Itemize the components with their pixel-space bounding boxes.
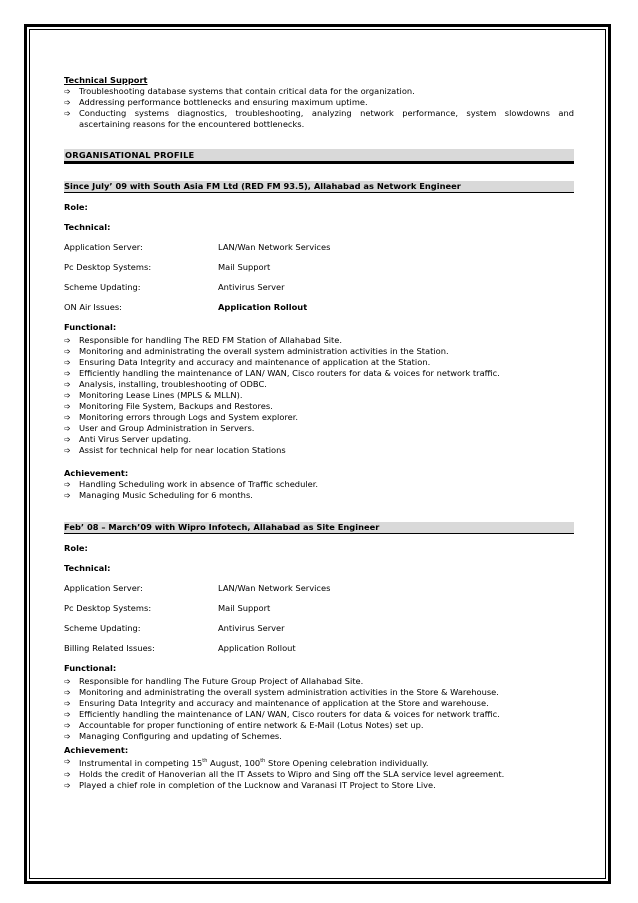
achievement-list bbox=[64, 756, 574, 791]
list-item: ➩ Accountable for proper functioning of entire network & E-Mail (Lotus Notes) set up. bbox=[64, 720, 574, 731]
list-item: ➩ Played a chief role in completion of the Lucknow and Varanasi IT Project to Store Live. bbox=[64, 780, 574, 791]
technical-key: Application Server: bbox=[64, 242, 143, 252]
list-item: ➩ Responsible for handling The RED FM Station of Allahabad Site. bbox=[64, 335, 574, 346]
superscript-ordinal: th bbox=[202, 758, 208, 764]
list-item: ➩ Managing Configuring and updating of Schemes. bbox=[64, 731, 574, 742]
achievement-text: Instrumental in competing 15 bbox=[79, 757, 203, 768]
list-item: ➩ Assist for technical help for near location Stations bbox=[64, 445, 574, 456]
functional-label: Functional: bbox=[64, 322, 117, 332]
list-item: ➩ Managing Music Scheduling for 6 months. bbox=[64, 490, 574, 501]
list-item: ➩ Responsible for handling The Future Group Project of Allahabad Site. bbox=[64, 676, 574, 687]
technical-support-list bbox=[64, 86, 574, 130]
functional-list bbox=[64, 335, 574, 456]
technical-value: Antivirus Server bbox=[218, 623, 285, 633]
technical-key: Application Server: bbox=[64, 583, 143, 593]
technical-row bbox=[64, 643, 574, 654]
technical-row bbox=[64, 583, 574, 594]
list-item: ➩ Monitoring and administrating the overall system administration activities in the Station. bbox=[64, 346, 574, 357]
technical-value: Application Rollout bbox=[218, 643, 296, 653]
technical-row bbox=[64, 242, 574, 253]
list-item: ➩ User and Group Administration in Servers. bbox=[64, 423, 574, 434]
technical-key: Billing Related Issues: bbox=[64, 643, 155, 653]
list-item: ➩ Anti Virus Server updating. bbox=[64, 434, 574, 445]
section-heading-organisational-profile: ORGANISATIONAL PROFILE bbox=[64, 149, 574, 164]
list-item: ➩ Analysis, installing, troubleshooting of ODBC. bbox=[64, 379, 574, 390]
achievement-text: August, 100 bbox=[207, 757, 261, 768]
list-item: ➩ Monitoring Lease Lines (MPLS & MLLN). bbox=[64, 390, 574, 401]
achievement-label: Achievement: bbox=[64, 745, 129, 755]
list-item: ➩ Ensuring Data Integrity and accuracy and maintenance of application at the Station. bbox=[64, 357, 574, 368]
achievement-label: Achievement: bbox=[64, 468, 129, 478]
technical-value: Mail Support bbox=[218, 262, 271, 272]
list-item: ➩ Addressing performance bottlenecks and ensuring maximum uptime. bbox=[64, 97, 574, 108]
list-item bbox=[64, 756, 574, 769]
list-item: ➩ Holds the credit of Hanoverian all the IT Assets to Wipro and Sing off the SLA service level agreement. bbox=[64, 769, 574, 780]
list-item: ➩ Conducting systems diagnostics, troubleshooting, analyzing network performance, system slowdowns and ascertaining reasons for the encountered bottlenecks. bbox=[64, 108, 574, 130]
technical-key: Scheme Updating: bbox=[64, 282, 141, 292]
list-item: ➩ Monitoring File System, Backups and Restores. bbox=[64, 401, 574, 412]
technical-support-title: Technical Support bbox=[64, 75, 148, 85]
functional-list bbox=[64, 676, 574, 742]
technical-label: Technical: bbox=[64, 222, 111, 232]
functional-label: Functional: bbox=[64, 663, 117, 673]
list-item: ➩ Monitoring and administrating the overall system administration activities in the Store & Warehouse. bbox=[64, 687, 574, 698]
list-item: ➩ Handling Scheduling work in absence of Traffic scheduler. bbox=[64, 479, 574, 490]
job-heading: Since July’ 09 with South Asia FM Ltd (RED FM 93.5), Allahabad as Network Engineer bbox=[64, 181, 574, 193]
technical-row bbox=[64, 282, 574, 293]
list-item: ➩ Monitoring errors through Logs and System explorer. bbox=[64, 412, 574, 423]
list-item: ➩ Efficiently handling the maintenance of LAN/ WAN, Cisco routers for data & voices for network traffic. bbox=[64, 709, 574, 720]
achievement-text: Store Opening celebration individually. bbox=[265, 757, 429, 768]
technical-row bbox=[64, 603, 574, 614]
list-item: ➩ Efficiently handling the maintenance of LAN/ WAN, Cisco routers for data & voices for network traffic. bbox=[64, 368, 574, 379]
technical-key: Pc Desktop Systems: bbox=[64, 262, 152, 272]
role-label: Role: bbox=[64, 202, 88, 212]
technical-row bbox=[64, 623, 574, 634]
technical-value: LAN/Wan Network Services bbox=[218, 242, 331, 252]
technical-value: Antivirus Server bbox=[218, 282, 285, 292]
list-item: ➩ Troubleshooting database systems that contain critical data for the organization. bbox=[64, 86, 574, 97]
technical-row bbox=[64, 262, 574, 273]
technical-value: Application Rollout bbox=[218, 302, 308, 312]
technical-row bbox=[64, 302, 574, 313]
technical-key: ON Air Issues: bbox=[64, 302, 122, 312]
technical-key: Scheme Updating: bbox=[64, 623, 141, 633]
technical-value: LAN/Wan Network Services bbox=[218, 583, 331, 593]
technical-key: Pc Desktop Systems: bbox=[64, 603, 152, 613]
resume-content bbox=[64, 75, 574, 791]
technical-value: Mail Support bbox=[218, 603, 271, 613]
superscript-ordinal: th bbox=[260, 758, 266, 764]
achievement-list bbox=[64, 479, 574, 501]
role-label: Role: bbox=[64, 543, 88, 553]
technical-label: Technical: bbox=[64, 563, 111, 573]
list-item: ➩ Ensuring Data Integrity and accuracy and maintenance of application at the Store and warehouse. bbox=[64, 698, 574, 709]
job-heading: Feb’ 08 – March’09 with Wipro Infotech, Allahabad as Site Engineer bbox=[64, 522, 574, 534]
